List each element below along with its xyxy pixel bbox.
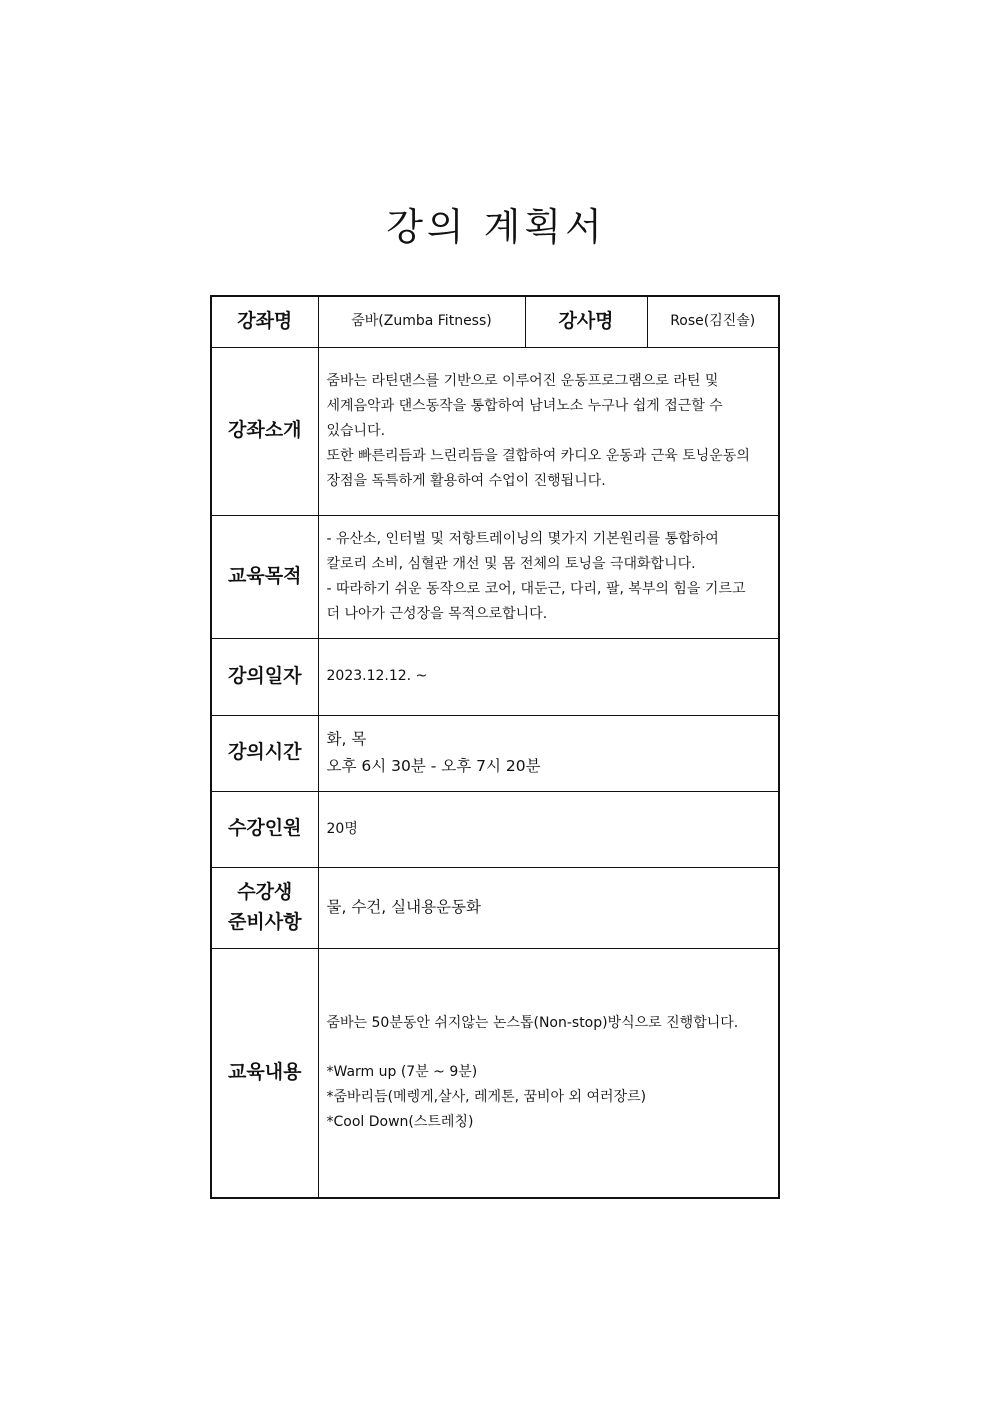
date-row: [211, 638, 779, 715]
content-row: [211, 948, 779, 1198]
objective-text: [318, 515, 779, 638]
time-value: [318, 715, 779, 791]
content-item: *Warm up (7분 ~ 9분): [326, 1063, 478, 1080]
course-name-label: 강좌명: [211, 296, 318, 347]
objective-label: 교육목적: [211, 515, 318, 638]
objective-line: - 따라하기 쉬운 동작으로 코어, 대둔근, 다리, 팔, 복부의 힘을 기르고: [326, 580, 746, 597]
intro-line: 줌바는 라틴댄스를 기반으로 이루어진 운동프로그램으로 라틴 및: [326, 372, 719, 389]
lecture-plan-table: [210, 295, 780, 1199]
content-item: *Cool Down(스트레칭): [326, 1113, 474, 1130]
prep-label-line: 수강생: [237, 881, 293, 904]
time-hours: 오후 6시 30분 - 오후 7시 20분: [326, 757, 541, 775]
intro-line: 세계음악과 댄스동작을 통합하여 남녀노소 누구나 쉽게 접근할 수: [326, 397, 723, 414]
objective-line: 더 나아가 근성장을 목적으로합니다.: [326, 605, 548, 622]
intro-line: 있습니다.: [326, 422, 386, 439]
capacity-row: [211, 791, 779, 867]
time-label: 강의시간: [211, 715, 318, 791]
content-text: [318, 948, 779, 1198]
intro-text: [318, 347, 779, 515]
time-row: [211, 715, 779, 791]
content-label: 교육내용: [211, 948, 318, 1198]
intro-label: 강좌소개: [211, 347, 318, 515]
prep-label: [211, 867, 318, 948]
content-spacer: [327, 1036, 771, 1060]
instructor-label: 강사명: [525, 296, 647, 347]
course-row: [211, 296, 779, 347]
capacity-label: 수강인원: [211, 791, 318, 867]
capacity-value: 20명: [318, 791, 779, 867]
instructor-value: Rose(김진솔): [647, 296, 779, 347]
document-title: 강의 계획서: [386, 205, 606, 249]
intro-line: 또한 빠른리듬과 느린리듬을 결합하여 카디오 운동과 근육 토닝운동의: [326, 447, 750, 464]
course-name-value: 줌바(Zumba Fitness): [318, 296, 525, 347]
content-item: *줌바리듬(메렝게,살사, 레게톤, 꿈비아 외 여러장르): [326, 1088, 647, 1105]
content-summary: 줌바는 50분동안 쉬지않는 논스톱(Non-stop)방식으로 진행합니다.: [326, 1014, 739, 1031]
prep-value: 물, 수건, 실내용운동화: [318, 867, 779, 948]
intro-line: 장점을 독특하게 활용하여 수업이 진행됩니다.: [326, 472, 606, 489]
intro-row: [211, 347, 779, 515]
objective-row: [211, 515, 779, 638]
objective-line: - 유산소, 인터벌 및 저항트레이닝의 몇가지 기본원리를 통합하여: [326, 530, 719, 547]
date-value: 2023.12.12. ~: [318, 638, 779, 715]
objective-line: 칼로리 소비, 심혈관 개선 및 몸 전체의 토닝을 극대화합니다.: [326, 555, 696, 572]
prep-row: [211, 867, 779, 948]
date-label: 강의일자: [211, 638, 318, 715]
time-days: 화, 목: [326, 730, 367, 748]
prep-label-line: 준비사항: [228, 910, 302, 933]
